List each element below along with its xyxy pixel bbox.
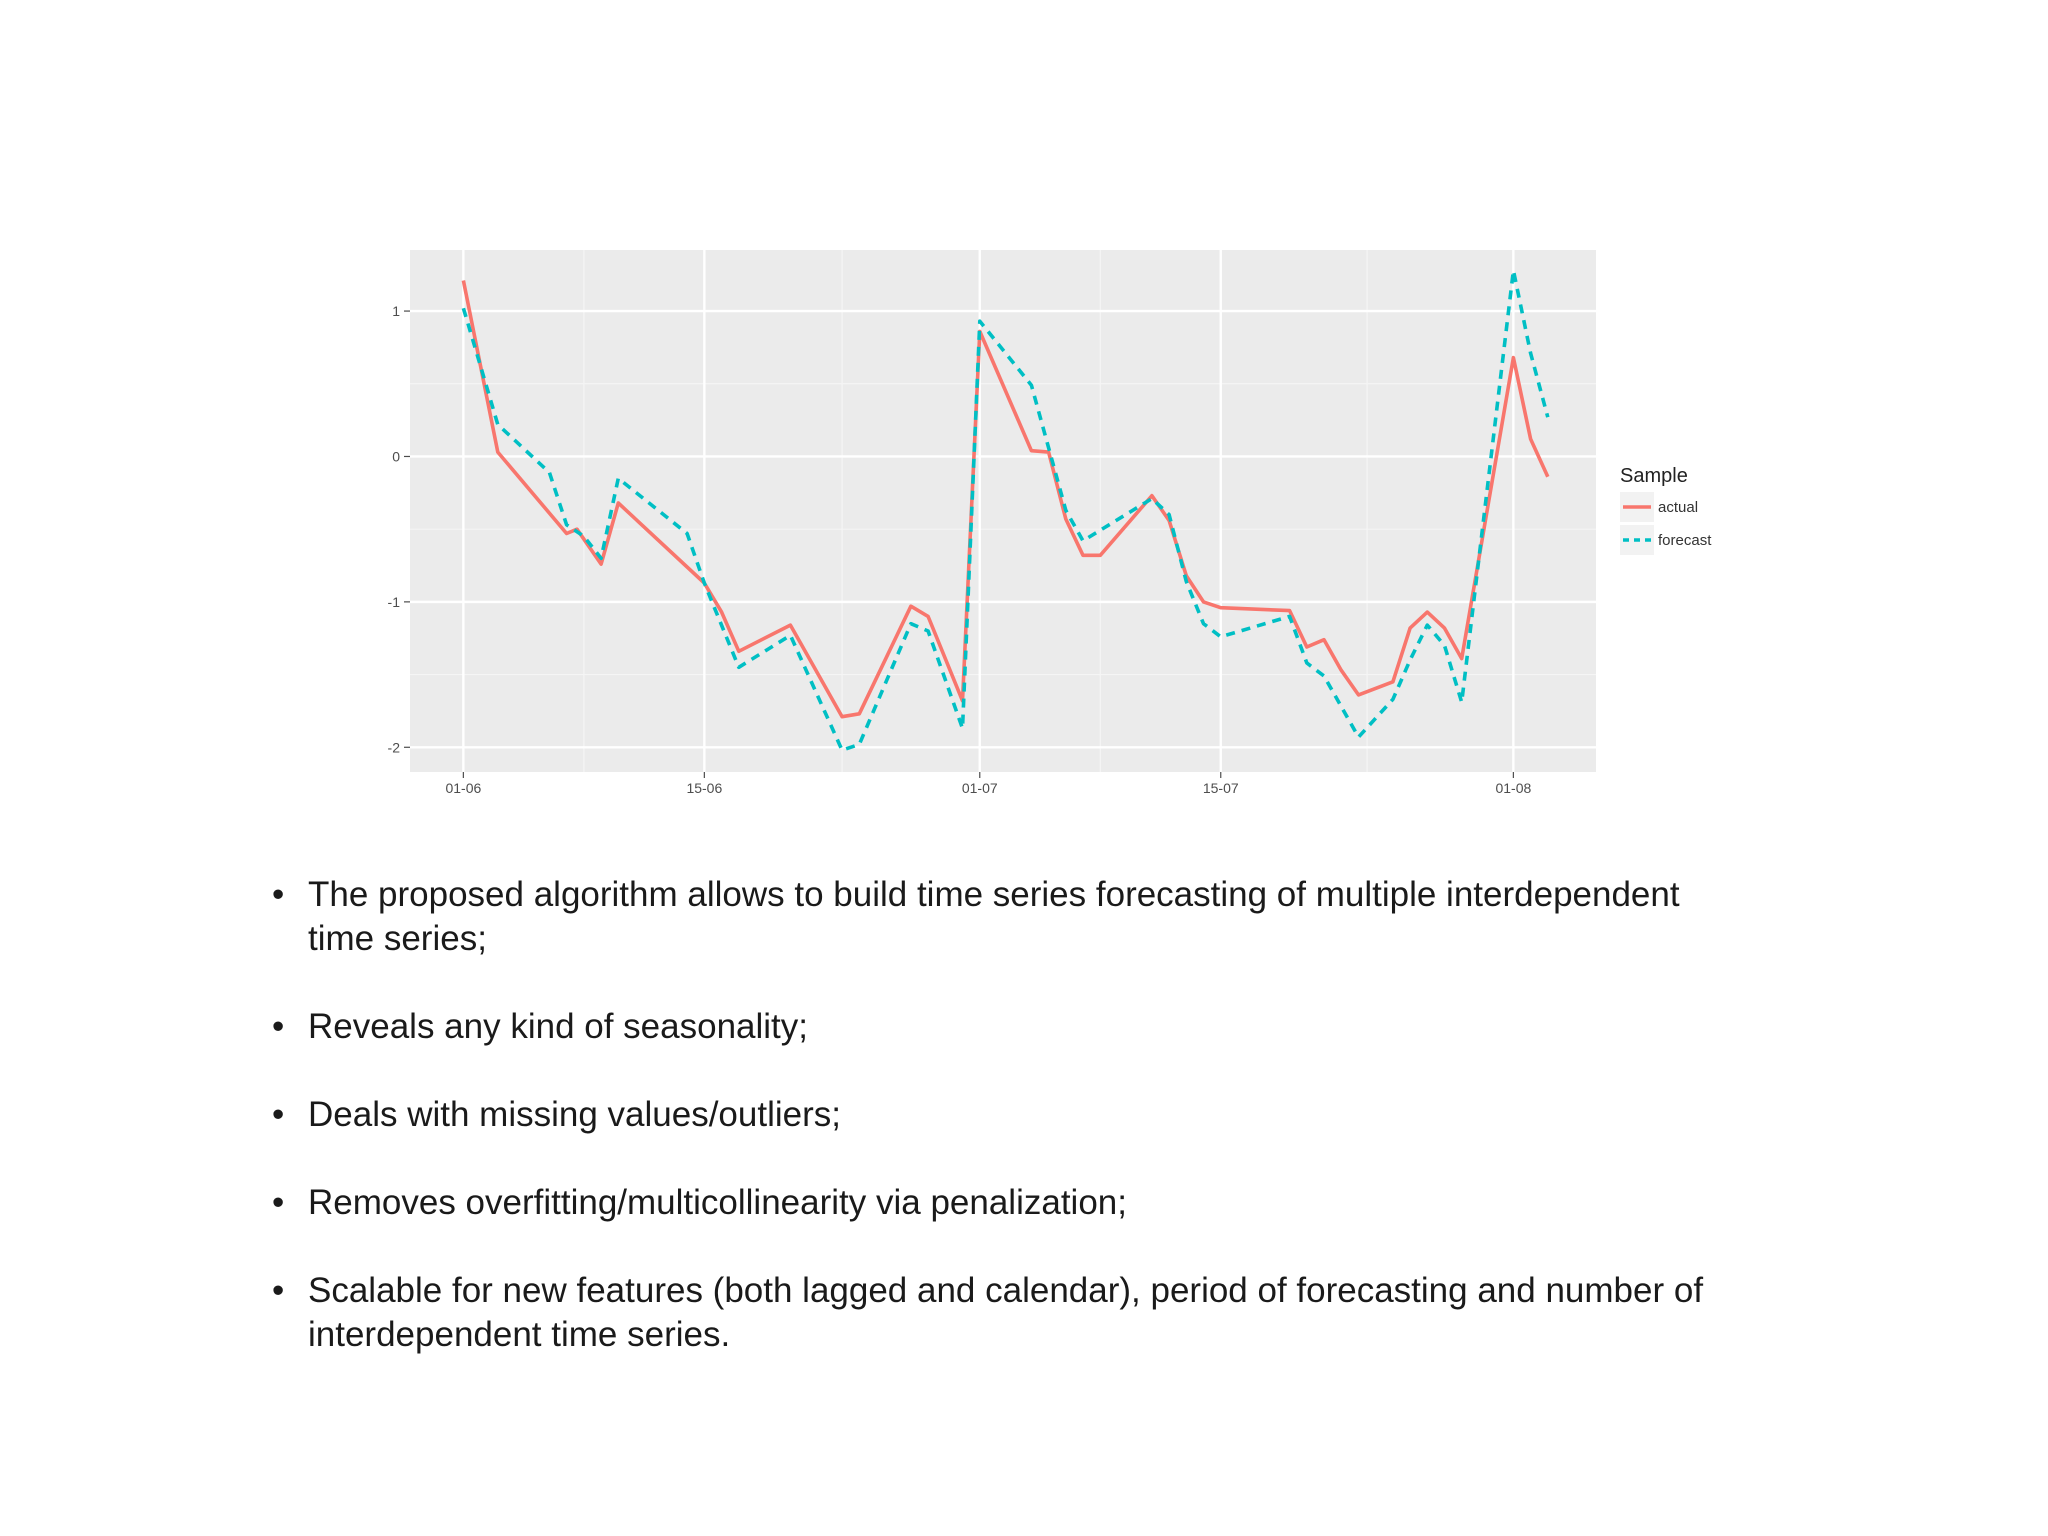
bullet-text: Scalable for new features (both lagged and calendar), period of forecasting and number of interdependent time series.	[308, 1271, 1704, 1354]
bullet-item	[268, 873, 1728, 961]
bullet-dot-icon: •	[272, 1271, 285, 1310]
legend-label-forecast: forecast	[1658, 532, 1712, 549]
bullet-item	[268, 1269, 1728, 1357]
bullet-dot-icon: •	[272, 1095, 285, 1134]
plot-panel	[410, 250, 1596, 772]
bullet-dot-icon: •	[272, 1183, 285, 1222]
x-tick-label: 01-08	[1495, 780, 1532, 796]
y-tick-label: 0	[392, 448, 400, 465]
bullet-text: Reveals any kind of seasonality;	[308, 1007, 808, 1046]
bullet-dot-icon: •	[272, 875, 285, 914]
bullet-text: Removes overfitting/multicollinearity via penalization;	[308, 1183, 1127, 1222]
x-tick-label: 01-07	[961, 780, 998, 796]
x-tick-label: 15-07	[1202, 780, 1239, 796]
bullet-item	[268, 1093, 1728, 1137]
legend-title: Sample	[1620, 465, 1688, 487]
legend-label-actual: actual	[1658, 499, 1699, 516]
x-tick-label: 15-06	[686, 780, 723, 796]
x-tick-label: 01-06	[445, 780, 482, 796]
y-tick-label: -1	[387, 593, 400, 610]
bullet-list	[268, 873, 1728, 1401]
bullet-dot-icon: •	[272, 1007, 285, 1046]
bullet-item	[268, 1181, 1728, 1225]
bullet-text: The proposed algorithm allows to build time series forecasting of multiple interdependent time series;	[308, 875, 1680, 958]
bullet-text: Deals with missing values/outliers;	[308, 1095, 841, 1134]
bullet-item	[268, 1005, 1728, 1049]
y-tick-label: -2	[387, 739, 400, 756]
y-tick-label: 1	[392, 303, 400, 320]
legend	[1620, 465, 1712, 555]
